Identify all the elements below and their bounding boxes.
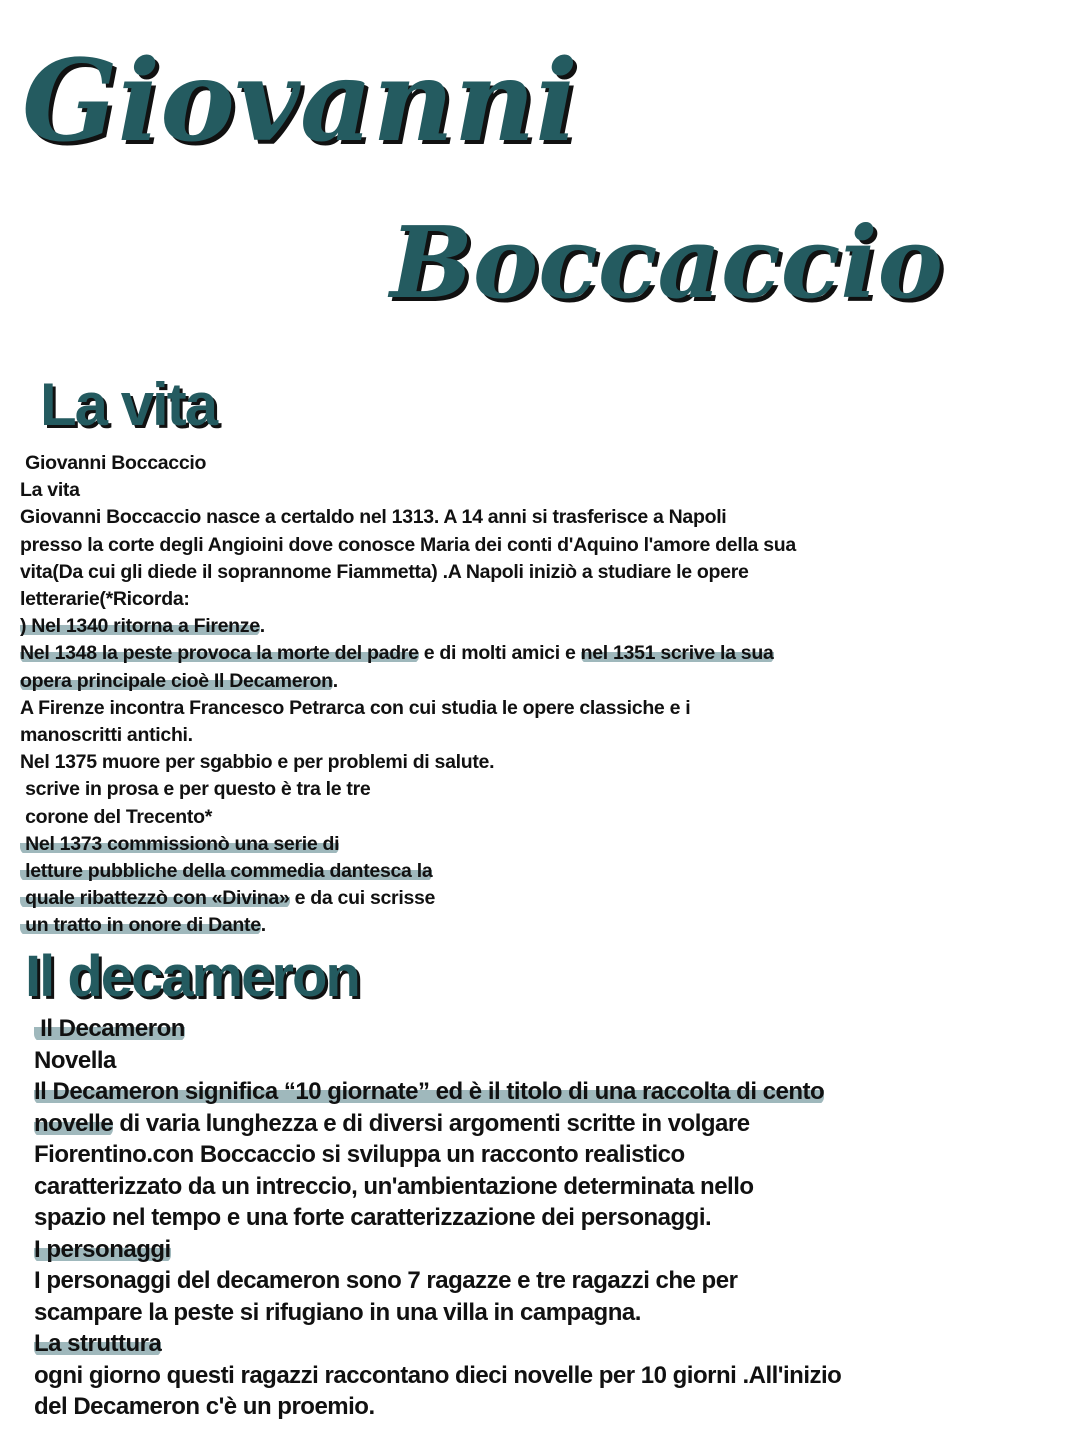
text-segment: . — [332, 669, 338, 692]
text-segment: scrive in prosa e per questo è tra le tre — [20, 778, 371, 801]
highlighted-text: ) Nel 1340 ritorna a Firenze — [20, 615, 260, 638]
decameron-text — [34, 1013, 841, 1423]
heading-decameron: Il decameron — [25, 944, 359, 1009]
text-segment: corone del Trecento* — [20, 805, 213, 828]
text-segment: manoscritti antichi. — [20, 724, 193, 747]
text-line — [20, 640, 796, 667]
vita-text — [20, 450, 796, 940]
text-line — [20, 613, 796, 640]
text-line — [20, 885, 796, 912]
text-line — [34, 1234, 841, 1266]
text-line — [20, 749, 796, 776]
text-line — [20, 532, 796, 559]
title-giovanni: Giovanni — [22, 36, 578, 167]
highlighted-text: nel 1351 scrive la sua — [580, 642, 774, 665]
text-segment: spazio nel tempo e una forte caratterizzazione dei personaggi. — [34, 1204, 712, 1231]
text-line — [34, 1202, 841, 1234]
highlighted-text: novelle — [34, 1109, 114, 1137]
text-line — [20, 559, 796, 586]
text-line — [34, 1076, 841, 1108]
text-line — [34, 1108, 841, 1140]
text-segment: Giovanni Boccaccio — [20, 452, 207, 474]
text-segment: e da cui scrisse — [289, 887, 436, 910]
highlighted-text: un tratto in onore di Dante — [20, 914, 261, 937]
text-line — [34, 1328, 841, 1360]
highlighted-text: Il Decameron — [34, 1015, 185, 1042]
text-segment: di varia lunghezza e di diversi argomenti scritte in volgare — [113, 1109, 750, 1137]
text-line — [20, 776, 796, 803]
highlighted-text: Il Decameron significa “10 giornate” ed è il titolo di una raccolta di cento — [34, 1078, 825, 1105]
heading-la-vita: La vita — [40, 371, 217, 438]
text-segment: La vita — [20, 479, 80, 502]
text-line — [20, 858, 796, 885]
text-line — [34, 1045, 841, 1077]
text-line — [34, 1139, 841, 1171]
text-segment: ogni giorno questi ragazzi raccontano dieci novelle per 10 giorni .All'inizio — [34, 1361, 842, 1389]
text-line — [34, 1297, 841, 1329]
highlighted-text: Nel 1348 la peste provoca la morte del padre — [20, 642, 419, 665]
text-segment: del Decameron c'è un proemio. — [34, 1393, 375, 1420]
text-segment: scampare la peste si rifugiano in una villa in campagna. — [34, 1298, 641, 1326]
text-line — [34, 1171, 841, 1203]
text-segment: A Firenze incontra Francesco Petrarca con cui studia le opere classiche e i — [20, 696, 691, 719]
text-segment: . — [260, 914, 266, 937]
text-line — [20, 831, 796, 858]
text-segment: I personaggi del decameron sono 7 ragazze e tre ragazzi che per — [34, 1267, 738, 1294]
text-line — [34, 1360, 841, 1392]
highlighted-text: La struttura — [34, 1330, 162, 1357]
text-segment: caratterizzato da un intreccio, un'ambientazione determinata nello — [34, 1172, 754, 1200]
text-line — [20, 695, 796, 722]
highlighted-text: Nel 1373 commissionò una serie di — [20, 832, 340, 855]
highlighted-text: opera principale cioè Il Decameron — [20, 669, 333, 692]
text-segment: Giovanni Boccaccio nasce a certaldo nel 1313. A 14 anni si trasferisce a Napoli — [20, 506, 727, 529]
text-line — [20, 450, 796, 477]
highlighted-text: I personaggi — [34, 1235, 171, 1263]
highlighted-text: letture pubbliche della commedia dantesca la — [20, 860, 433, 883]
text-segment: Novella — [34, 1046, 116, 1074]
text-line — [20, 804, 796, 831]
text-line — [34, 1391, 841, 1423]
text-line — [34, 1265, 841, 1297]
title-boccaccio: Boccaccio — [390, 206, 943, 321]
text-segment: letterarie(*Ricorda: — [20, 588, 190, 611]
text-segment: . — [259, 615, 265, 638]
text-segment: e di molti amici e — [418, 642, 581, 665]
text-line — [20, 586, 796, 613]
text-segment: Fiorentino.con Boccaccio si sviluppa un racconto realistico — [34, 1141, 685, 1168]
text-line — [20, 504, 796, 531]
text-line — [20, 668, 796, 695]
text-segment: Nel 1375 muore per sgabbio e per problemi di salute. — [20, 751, 495, 774]
text-line — [34, 1013, 841, 1045]
text-line — [20, 722, 796, 749]
text-segment: presso la corte degli Angioini dove conosce Maria dei conti d'Aquino l'amore della sua — [20, 533, 796, 556]
highlighted-text: quale ribattezzò con «Divina» — [20, 887, 290, 910]
text-line — [20, 477, 796, 504]
text-segment: vita(Da cui gli diede il soprannome Fiammetta) .A Napoli iniziò a studiare le opere — [20, 560, 749, 583]
text-line — [20, 912, 796, 939]
